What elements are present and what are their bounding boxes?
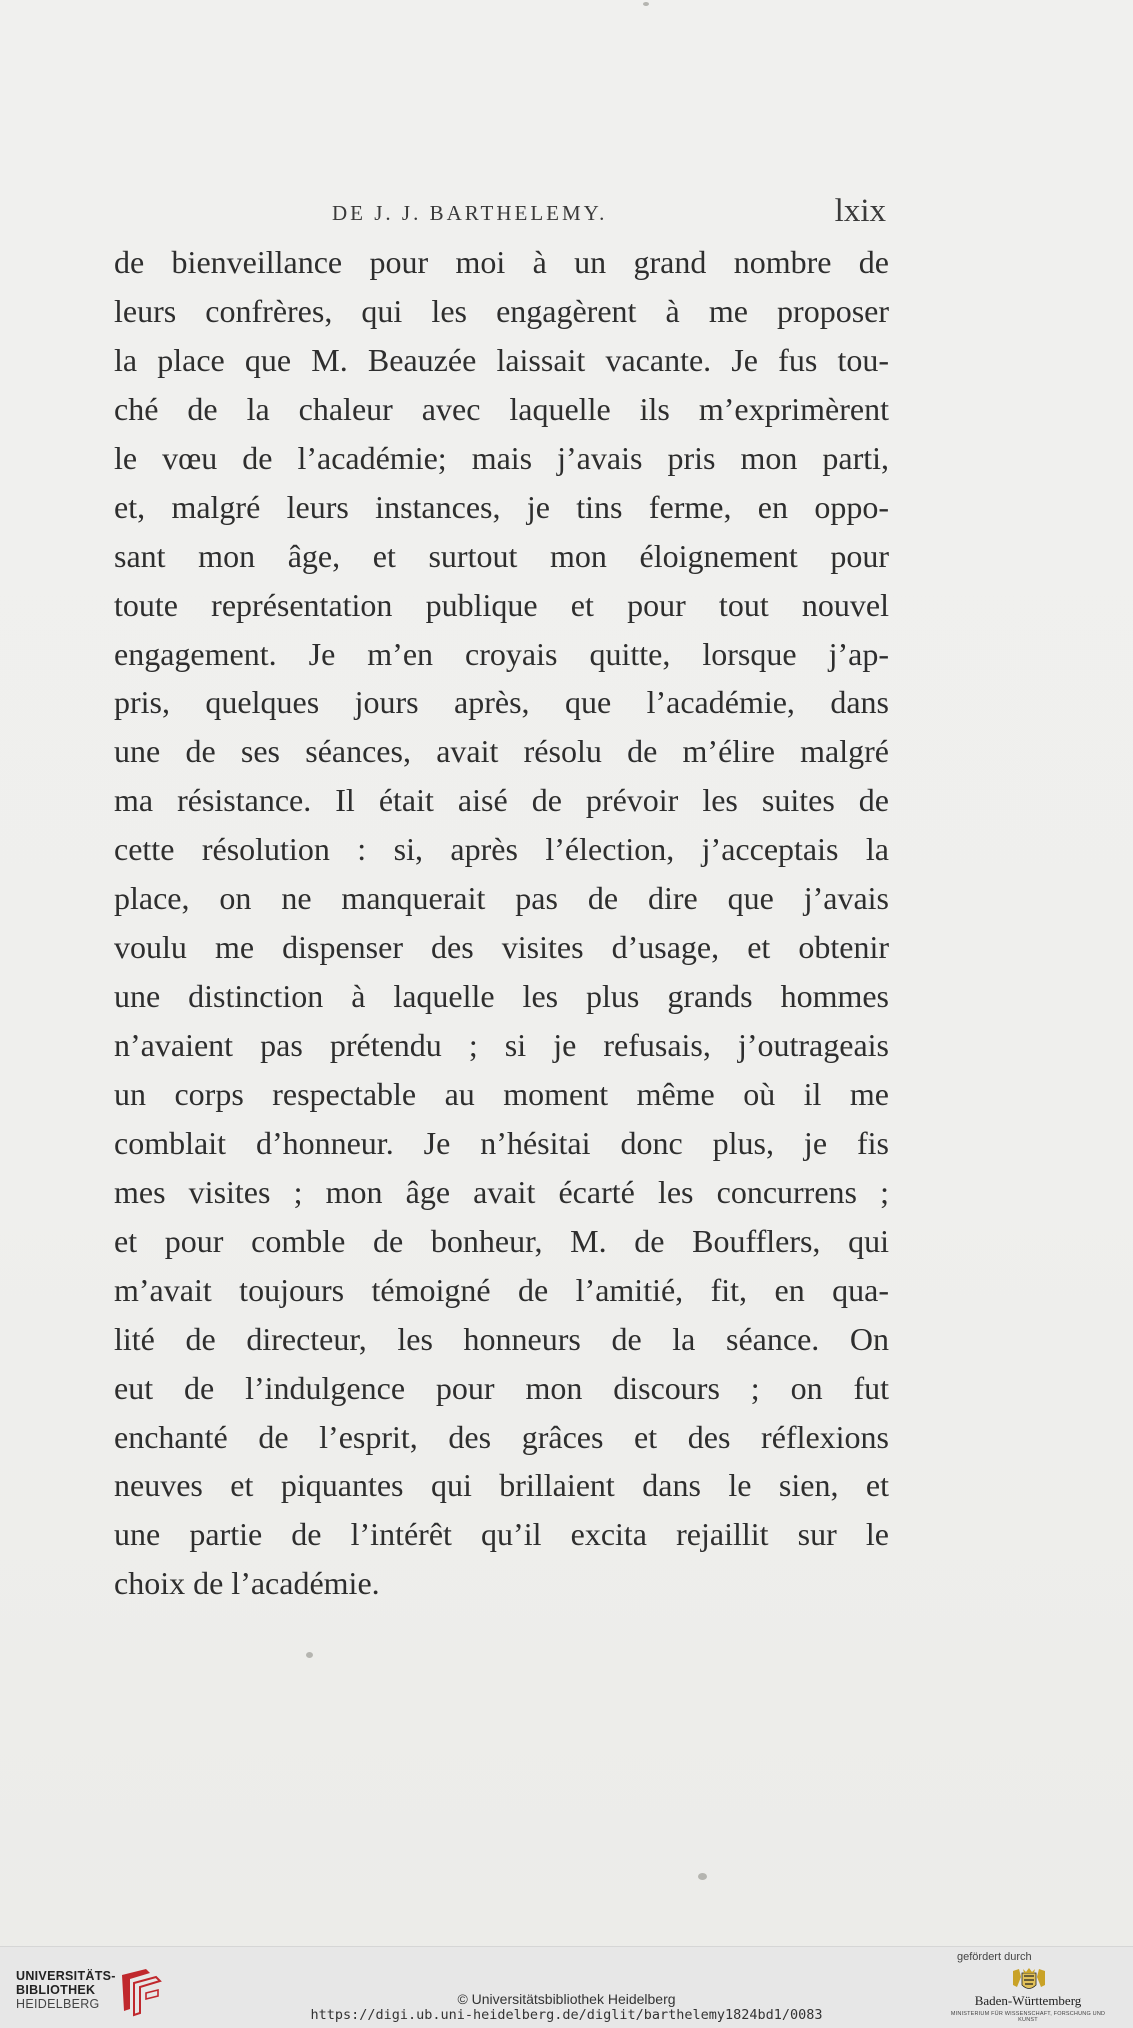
text-line: toute représentation publique et pour tout nouvel	[114, 586, 889, 623]
text-line: leurs confrères, qui les engagèrent à me proposer	[114, 292, 889, 329]
text-line: une partie de l’intérêt qu’il excita rejaillit sur le	[114, 1516, 889, 1553]
text-line: le vœu de l’académie; mais j’avais pris mon parti,	[114, 439, 889, 476]
text-line: ma résistance. Il était aisé de prévoir les suites de	[114, 782, 889, 819]
text-line: et, malgré leurs instances, je tins ferme, en oppo-	[114, 488, 889, 525]
text-line: choix de l’académie.	[114, 1565, 380, 1602]
text-line: mes visites ; mon âge avait écarté les concurrens ;	[114, 1173, 889, 1210]
text-line: pris, quelques jours après, que l’académie, dans	[114, 684, 889, 721]
paper-speck	[306, 1652, 313, 1658]
running-header	[112, 193, 892, 233]
text-line: une de ses séances, avait résolu de m’élire malgré	[114, 733, 889, 770]
paper-speck	[643, 2, 649, 6]
text-line: ché de la chaleur avec laquelle ils m’exprimèrent	[114, 390, 889, 427]
text-line: une distinction à laquelle les plus grands hommes	[114, 978, 889, 1015]
running-title: DE J. J. BARTHELEMY.	[332, 201, 608, 225]
page-number: lxix	[834, 193, 886, 229]
text-line: n’avaient pas prétendu ; si je refusais, j’outrageais	[114, 1027, 889, 1063]
text-line: et pour comble de bonheur, M. de Boufflers, qui	[114, 1222, 889, 1259]
text-line: voulu me dispenser des visites d’usage, et obtenir	[114, 929, 889, 966]
text-line: lité de directeur, les honneurs de la séance. On	[114, 1320, 889, 1357]
text-line: eut de l’indulgence pour mon discours ; on fut	[114, 1369, 889, 1406]
text-line: m’avait toujours témoigné de l’amitié, fit, en qua-	[114, 1271, 889, 1308]
text-line: comblait d’honneur. Je n’hésitai donc plus, je fis	[114, 1124, 889, 1161]
funder-ministry: MINISTERIUM FÜR WISSENSCHAFT, FORSCHUNG UND KUNST	[950, 2011, 1106, 2023]
text-line: un corps respectable au moment même où il me	[114, 1075, 889, 1112]
text-line: engagement. Je m’en croyais quitte, lorsque j’ap-	[114, 635, 889, 672]
text-line: neuves et piquantes qui brillaient dans le sien, et	[114, 1467, 889, 1504]
library-name-line: HEIDELBERG	[16, 1997, 100, 2011]
digitization-footer	[0, 1946, 1133, 2028]
body-text	[114, 238, 889, 1608]
text-line: cette résolution : si, après l’élection, j’acceptais la	[114, 831, 889, 868]
text-line: sant mon âge, et surtout mon éloignement pour	[114, 537, 889, 574]
library-name-line: UNIVERSITÄTS-	[16, 1969, 116, 1983]
library-name-line: BIBLIOTHEK	[16, 1983, 96, 1997]
text-line: la place que M. Beauzée laissait vacante. Je fus tou-	[114, 341, 889, 378]
paper-speck	[698, 1873, 707, 1880]
permalink[interactable]: https://digi.ub.uni-heidelberg.de/diglit/barthelemy1824bd1/0083	[310, 2007, 823, 2023]
funder-logo[interactable]	[943, 1951, 1113, 2025]
copyright-text: © Universitätsbibliothek Heidelberg	[457, 1991, 676, 2007]
text-line: de bienveillance pour moi à un grand nombre de	[114, 244, 889, 280]
text-line: enchanté de l’esprit, des grâces et des réflexions	[114, 1418, 889, 1455]
funder-name: Baden-Württemberg	[974, 1993, 1082, 2008]
funded-by-label: gefördert durch	[957, 1951, 1032, 1963]
text-line: place, on ne manquerait pas de dire que j’avais	[114, 880, 889, 917]
coat-of-arms-icon	[1011, 1967, 1047, 1993]
